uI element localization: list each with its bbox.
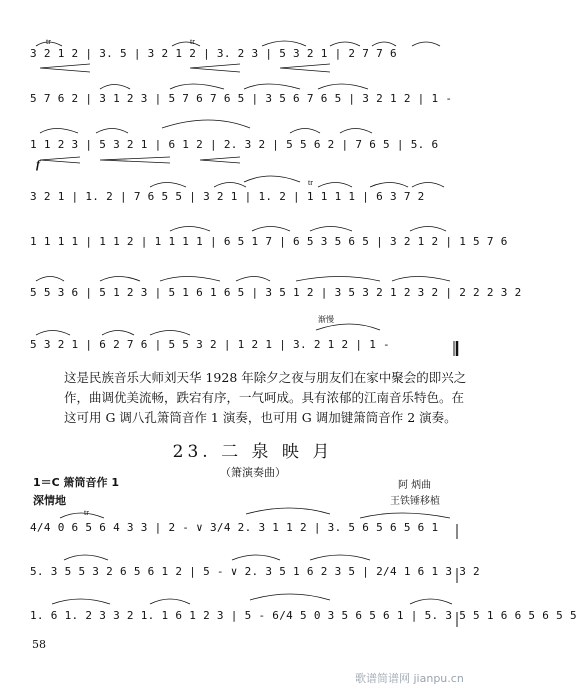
score-line-3: 1 1 2 3 | 5 3 2 1 | 6 1 2 | 2. 3 2 | 5 5 6 2 | 7 6 5 | 5. 6 — [30, 138, 439, 151]
score-line-2: 5 7 6 2 | 3 1 2 3 | 5 7 6 7 6 5 | 3 5 6 7 6 5 | 3 2 1 2 | 1 - — [30, 92, 453, 105]
piece-subtitle: （箫演奏曲） — [220, 466, 286, 479]
piece-line-3: 1. 6 1. 2 3 3 2 1. 1 6 1 2 3 | 5 - 6/4 5 0 3 5 6 5 6 1 | 5. 3 5 5 1 6 6 5 6 5 5 — [30, 609, 577, 622]
trill-mark: tr — [84, 508, 89, 517]
tempo-marking: 深情地 — [33, 494, 66, 507]
piece-title: 23. 二 泉 映 月 — [172, 442, 334, 462]
trill-mark: tr — [46, 37, 51, 46]
score-line-1: 3 2 1 2 | 3. 5 | 3 2 1 2 | 3. 2 3 | 5 3 2 1 | 2 7 7 6 — [30, 47, 397, 60]
score-line-4: 3 2 1 | 1. 2 | 7 6 5 5 | 3 2 1 | 1. 2 | 1 1 1 1 | 6 3 7 2 — [30, 190, 425, 203]
ritardando-mark: 渐慢 — [318, 315, 334, 324]
site-watermark: 歌谱简谱网 jianpu.cn — [355, 672, 464, 685]
score-line-6: 5 5 3 6 | 5 1 2 3 | 5 1 6 1 6 5 | 3 5 1 2 | 3 5 3 2 1 2 3 2 | 2 2 2 3 2 — [30, 286, 522, 299]
score-line-7: 5 3 2 1 | 6 2 7 6 | 5 5 3 2 | 1 2 1 | 3. 2 1 2 | 1 - — [30, 338, 390, 351]
trill-mark: tr — [190, 37, 195, 46]
score-line-5: 1 1 1 1 | 1 1 2 | 1 1 1 1 | 6 5 1 7 | 6 5 3 5 6 5 | 3 2 1 2 | 1 5 7 6 — [30, 235, 508, 248]
page-number: 58 — [32, 638, 46, 651]
arranger-credit: 王铁锤移植 — [390, 496, 440, 507]
piece-line-1: 4/4 0 6 5 6 4 3 3 | 2 - ∨ 3/4 2. 3 1 1 2 | 3. 5 6 5 6 5 6 1 — [30, 521, 439, 534]
composer-credit: 阿 炳曲 — [398, 480, 432, 491]
piece-line-2: 5. 3 5 5 3 2 6 5 6 1 2 | 5 - ∨ 2. 3 5 1 6 2 3 5 | 2/4 1 6 1 3 3 2 — [30, 565, 480, 578]
key-signature: 1＝C 箫筒音作 1 — [33, 476, 120, 489]
forte-mark: f — [36, 157, 40, 171]
description-paragraph: 这是民族音乐大师刘天华 1928 年除夕之夜与朋友们在家中聚会的即兴之作，曲调优美流畅，跌宕有序，一气呵成。具有浓郁的江南音乐特色。在这可用 G 调八孔箫筒音作 1 演奏，也可用 G 调加键箫筒音作 2 演奏。 — [64, 370, 467, 425]
trill-mark: tr — [308, 178, 313, 187]
